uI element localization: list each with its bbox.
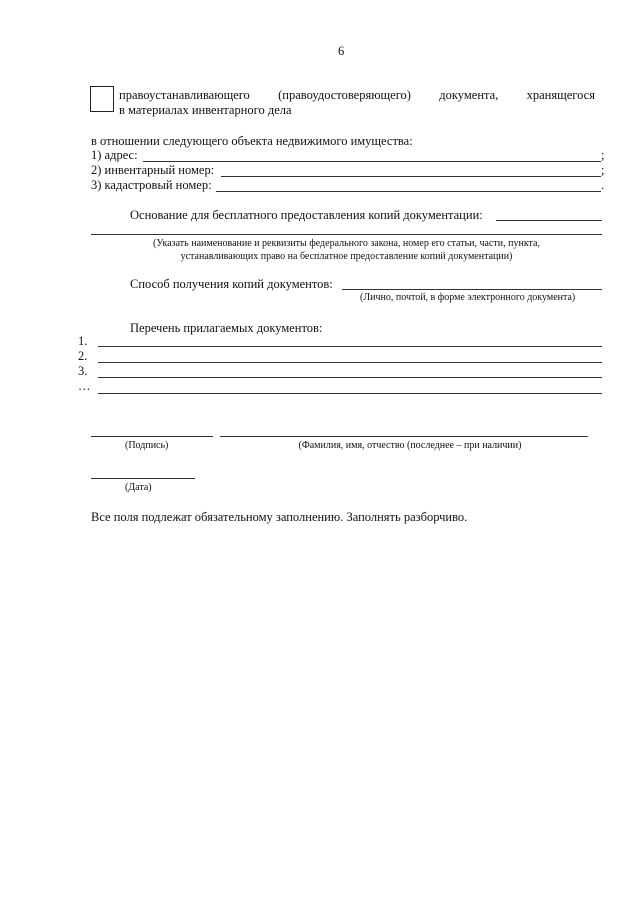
signature-caption: (Подпись) xyxy=(125,440,169,451)
checkbox-item-word: документа, xyxy=(439,88,499,102)
attachment-index: … xyxy=(78,379,91,393)
address-end: ; xyxy=(601,148,605,162)
inventory-end: ; xyxy=(601,163,605,177)
attachment-index: 2. xyxy=(78,349,88,363)
method-note: (Лично, почтой, в форме электронного документа) xyxy=(360,292,576,303)
attachment-field-more[interactable] xyxy=(98,393,602,394)
method-label: Способ получения копий документов: xyxy=(130,277,333,291)
date-field[interactable] xyxy=(91,478,195,479)
address-field[interactable] xyxy=(143,161,601,162)
cadastral-number-field[interactable] xyxy=(216,191,601,192)
attachment-index: 3. xyxy=(78,364,88,378)
basis-field-inline[interactable] xyxy=(496,220,602,221)
attachment-index: 1. xyxy=(78,334,88,348)
attachment-field-3[interactable] xyxy=(98,377,602,378)
signature-field[interactable] xyxy=(91,436,213,437)
basis-note-line1: (Указать наименование и реквизиты федерального закона, номер его статьи, части, пункта, xyxy=(152,238,540,249)
document-type-checkbox[interactable] xyxy=(90,86,114,112)
attachments-label: Перечень прилагаемых документов: xyxy=(130,321,323,335)
object-intro: в отношении следующего объекта недвижимого имущества: xyxy=(91,134,413,148)
basis-label: Основание для бесплатного предоставления копий документации: xyxy=(130,208,483,222)
date-caption: (Дата) xyxy=(125,482,152,493)
checkbox-item-word: правоустанавливающего xyxy=(119,88,250,102)
basis-note-line2: устанавливающих право на бесплатное предоставление копий документации) xyxy=(180,251,513,262)
inventory-number-field[interactable] xyxy=(221,176,601,177)
basis-field[interactable] xyxy=(91,234,602,235)
checkbox-item-line1 xyxy=(119,88,595,103)
footer-note: Все поля подлежат обязательному заполнению. Заполнять разборчиво. xyxy=(91,510,468,524)
checkbox-item-word: (правоудостоверяющего) xyxy=(278,88,411,102)
full-name-caption: (Фамилия, имя, отчество (последнее – при наличии) xyxy=(298,440,522,451)
attachment-field-2[interactable] xyxy=(98,362,602,363)
cadastral-label: 3) кадастровый номер: xyxy=(91,178,212,192)
cadastral-end: . xyxy=(601,178,605,192)
method-field[interactable] xyxy=(342,289,602,290)
attachment-field-1[interactable] xyxy=(98,346,602,347)
inventory-label: 2) инвентарный номер: xyxy=(91,163,215,177)
full-name-field[interactable] xyxy=(220,436,588,437)
checkbox-item-line2: в материалах инвентарного дела xyxy=(119,103,292,117)
checkbox-item-word: хранящегося xyxy=(526,88,595,102)
page-number: 6 xyxy=(338,44,345,58)
address-label: 1) адрес: xyxy=(91,148,138,162)
